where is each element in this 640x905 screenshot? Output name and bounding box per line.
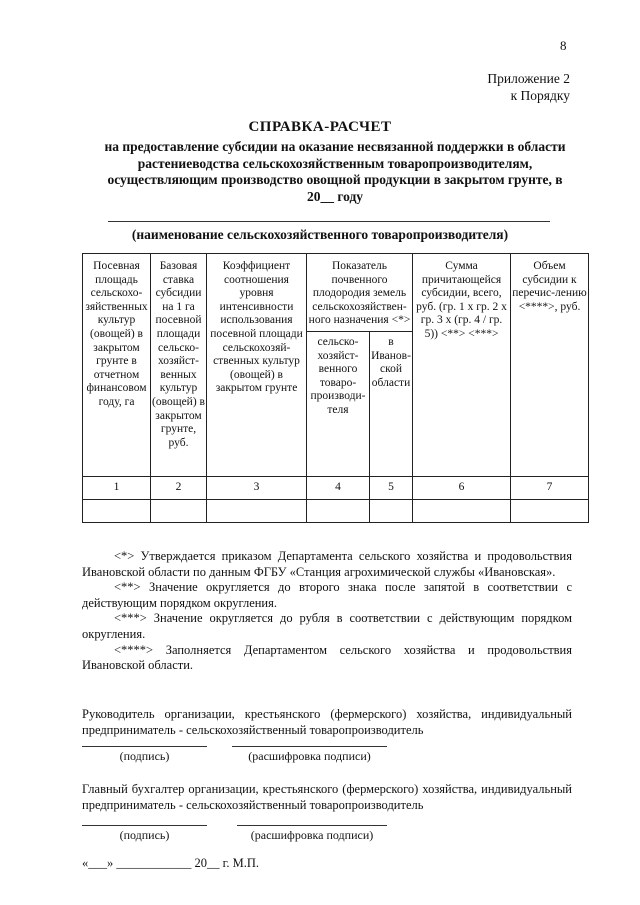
- appendix-reference: [487, 70, 570, 104]
- document-title: СПРАВКА-РАСЧЕТ: [248, 119, 392, 135]
- accountant-signature-text: Главный бухгалтер организации, крестьянского (фермерского) хозяйства, индивидуальный предприниматель - сельскохозяйственный товаропроизводитель: [82, 782, 572, 812]
- input-cell-base-rate[interactable]: [151, 500, 207, 523]
- input-cell-subsidy-sum[interactable]: [413, 500, 511, 523]
- input-cell-coefficient[interactable]: [207, 500, 307, 523]
- accountant-decryption-line[interactable]: [237, 825, 387, 826]
- appendix-line-2: к Порядку: [510, 88, 570, 103]
- header-soil-fertility: Показатель почвенного плодородия земель сельскохозяйствен-ного назначения <*>: [307, 254, 413, 332]
- header-producer-fertility: сельско-хозяйст-венного товаро-производи-теля: [307, 332, 370, 477]
- column-number: 5: [370, 477, 413, 500]
- input-cell-region-fertility[interactable]: [370, 500, 413, 523]
- header-base-rate: Базовая ставка субсидии на 1 га посевной площади сельско-хозяйст-венных культур (овощей) в закрытом грунте, руб.: [151, 254, 207, 477]
- head-signature-text: Руководитель организации, крестьянского (фермерского) хозяйства, индивидуальный предприниматель - сельскохозяйственный товаропроизводитель: [82, 707, 572, 737]
- header-transfer-volume: Объем субсидии к перечис-лению <****>, руб.: [511, 254, 589, 477]
- input-cell-transfer-volume[interactable]: [511, 500, 589, 523]
- footnote-1: <*> Утверждается приказом Департамента сельского хозяйства и продовольствия Ивановской области по данным ФГБУ «Станция агрохимической службы «Ивановская».: [82, 549, 572, 579]
- column-number: 6: [413, 477, 511, 500]
- producer-name-line: [108, 221, 550, 222]
- header-region-fertility: в Иванов-ской области: [370, 332, 413, 477]
- input-cell-sown-area[interactable]: [83, 500, 151, 523]
- accountant-signature-block: [82, 782, 572, 844]
- head-signature-line[interactable]: [82, 746, 207, 747]
- head-signature-caption: (подпись): [119, 749, 170, 764]
- footnote-2: <**> Значение округляется до второго знака после запятой в соответствии с действующим порядком округления.: [82, 580, 572, 610]
- date-and-seal: «___» ____________ 20__ г. М.П.: [82, 856, 259, 870]
- header-intensity-coefficient: Коэффициент соотношения уровня интенсивности использования посевной площади сельскохозяй-ственных культур (овощей) в закрытом грунте: [207, 254, 307, 477]
- page-number: 8: [560, 38, 567, 53]
- document-subtitle: на предоставление субсидии на оказание несвязанной поддержки в области растениеводства сельскохозяйственным товаропроизводителям, осуществляющим производство овощной продукции в закрытом грунте, в 20__ году: [104, 139, 566, 204]
- head-signature-block: [82, 707, 572, 765]
- header-subsidy-sum: Сумма причитающейся субсидии, всего, руб. (гр. 1 x гр. 2 x гр. 3 x (гр. 4 / гр. 5)) <**> <***>: [413, 254, 511, 477]
- column-number: 4: [307, 477, 370, 500]
- footnotes: [82, 549, 572, 674]
- accountant-signature-line[interactable]: [82, 825, 207, 826]
- column-number: 7: [511, 477, 589, 500]
- appendix-line-1: Приложение 2: [487, 71, 570, 86]
- accountant-decryption-caption: (расшифровка подписи): [250, 828, 374, 843]
- producer-name-caption: (наименование сельскохозяйственного товаропроизводителя): [131, 227, 509, 242]
- input-cell-producer-fertility[interactable]: [307, 500, 370, 523]
- footnote-4: <****> Заполняется Департаментом сельского хозяйства и продовольствия Ивановской области.: [82, 642, 572, 673]
- accountant-signature-caption: (подпись): [119, 828, 170, 843]
- head-decryption-caption: (расшифровка подписи): [248, 749, 371, 764]
- calculation-table: [82, 253, 589, 523]
- footnote-3: <***> Значение округляется до рубля в соответствии с действующим порядком округления.: [82, 611, 572, 641]
- column-number: 3: [207, 477, 307, 500]
- header-sown-area: Посевная площадь сельскохо-зяйственных культур (овощей) в закрытом грунте в отчетном финансовом году, га: [83, 254, 151, 477]
- column-number: 1: [83, 477, 151, 500]
- column-number: 2: [151, 477, 207, 500]
- head-decryption-line[interactable]: [232, 746, 387, 747]
